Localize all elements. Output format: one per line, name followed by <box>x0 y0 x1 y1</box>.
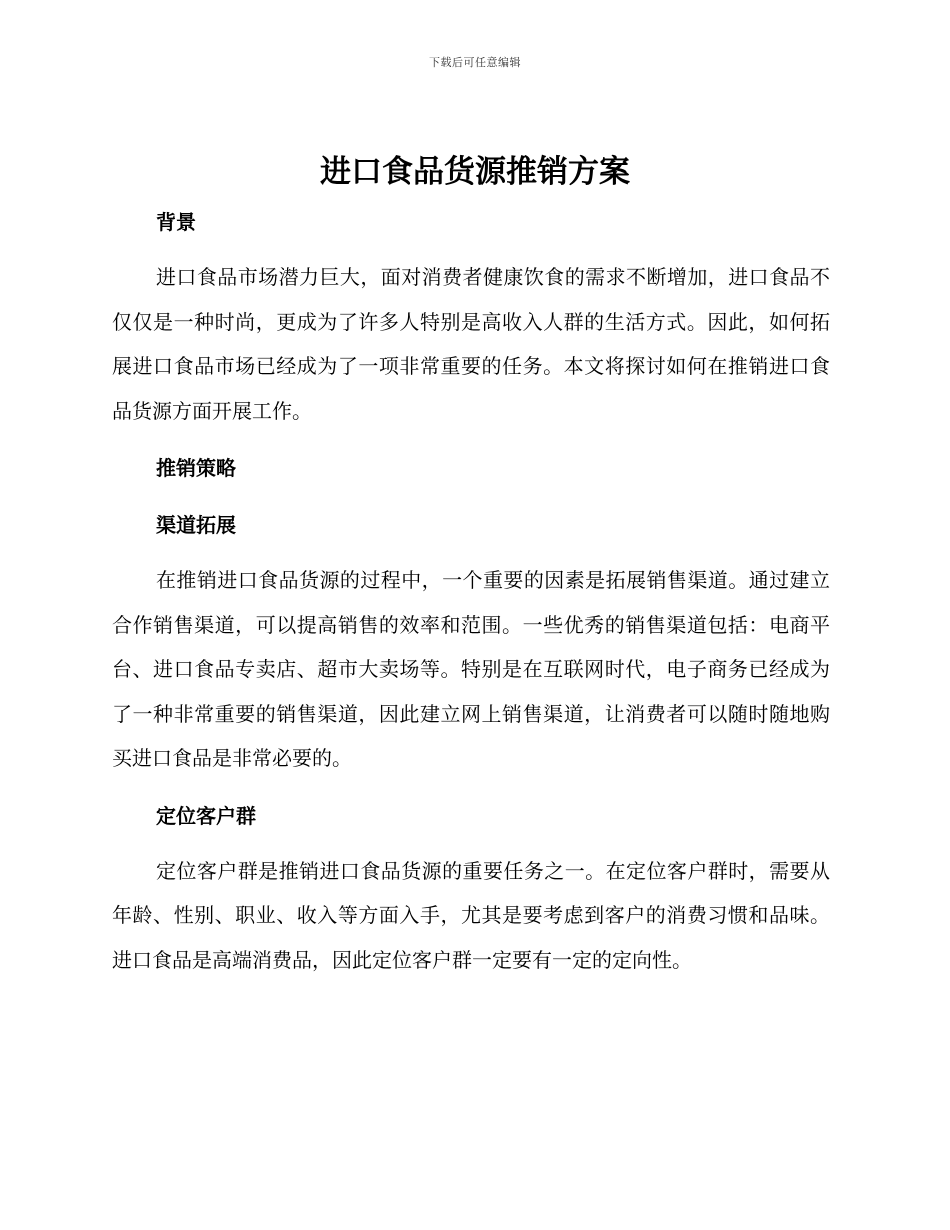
header-note: 下载后可任意编辑 <box>429 56 521 69</box>
section-heading-background: 背景 <box>156 210 196 234</box>
section-heading-targeting: 定位客户群 <box>156 803 256 828</box>
paragraph-targeting: 定位客户群是推销进口食品货源的重要任务之一。在定位客户群时，需要从年龄、性别、职业、收入等方面入手，尤其是要考虑到客户的消费习惯和品味。进口食品是高端消费品，因此定位客户群一定要有一定的定向性。 <box>112 858 830 972</box>
document-title: 进口食品货源推销方案 <box>320 154 630 190</box>
section-heading-channel: 渠道拓展 <box>156 513 236 537</box>
paragraph-background: 进口食品市场潜力巨大，面对消费者健康饮食的需求不断增加，进口食品不仅仅是一种时尚，更成为了许多人特别是高收入人群的生活方式。因此，如何拓展进口食品市场已经成为了一项非常重要的任务。本文将探讨如何在推销进口食品货源方面开展工作。 <box>112 265 830 423</box>
section-heading-strategy: 推销策略 <box>156 456 236 480</box>
document-body <box>112 200 830 982</box>
paragraph-channel: 在推销进口食品货源的过程中，一个重要的因素是拓展销售渠道。通过建立合作销售渠道，可以提高销售的效率和范围。一些优秀的销售渠道包括：电商平台、进口食品专卖店、超市大卖场等。特别是在互联网时代，电子商务已经成为了一种非常重要的销售渠道，因此建立网上销售渠道，让消费者可以随时随地购买进口食品是非常必要的。 <box>112 568 830 770</box>
